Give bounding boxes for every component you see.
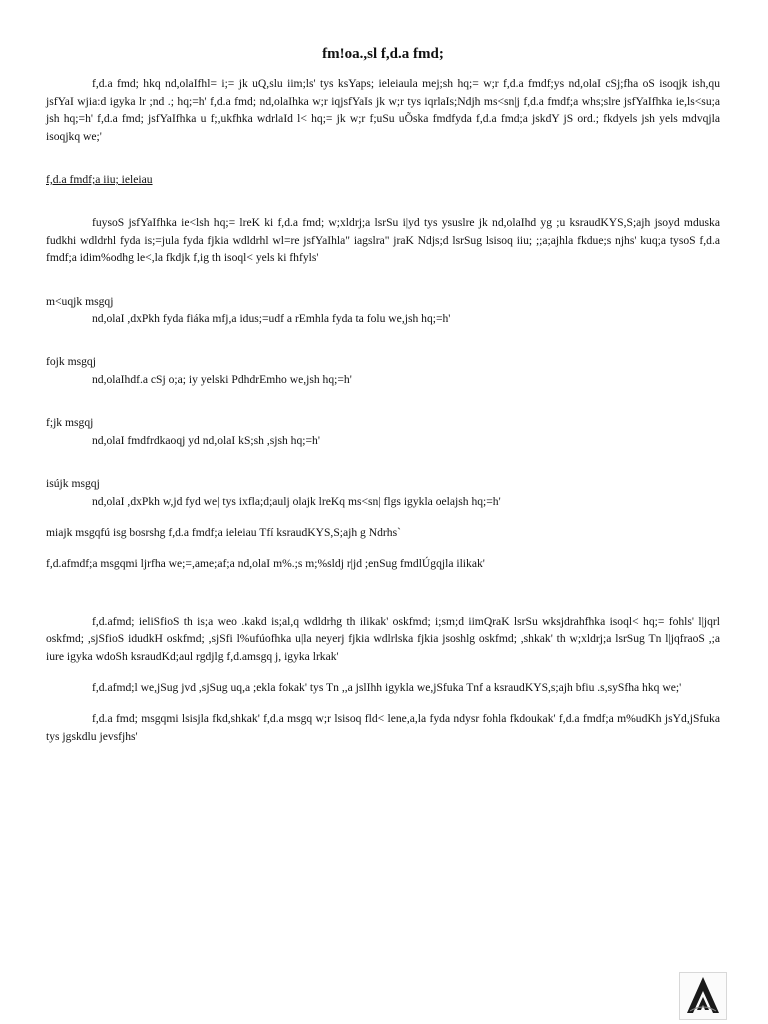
section-heading: f,d.a fmdf;a iiu; ieleiau [46,173,153,187]
paragraph-fifth-page: miajk msgqfú isg bosrshg f,d.a fmdf;a ieleiau Tfí ksraudKYS,S;ajh g Ndrhs` [46,525,401,539]
paragraph-intro: f,d.a fmd; hkq nd,olaIfhl= i;= jk uQ,slu iim;ls' tys ksYaps; ieleiaula mej;sh hq;= w;r f,d.a fmdf;ys nd,olaI cSj;fha oS isoqjk ish,qu jsfYaI wjia:d igyka lr ;nd .; hq;=h' f,d.a fmd; nd,olaIhka w;r iqjsfYaIs jk w;r tys iqrlaIs;Ndjh ms<sn|j f,d.a fmdf;a whs;slre jsfYaIfhka ie,ls<su;a jsh hq;=h' f,d.a fmd; jsfYaIfhka u f;,ukfhka wdrlaId l< hq;= jk w;r f;uSu uÕska fmdfyda f,d.a fmd;a jskdY jS ord.; fkdyels jsh yels mdvqjla isoqjkq we;' [46,77,720,143]
document-page [46,40,720,745]
paragraph-back-cover: f,d.afmdf;a msgqmi ljrfha we;=,ame;af;a nd,olaI m%.;s m;%sldj r|jd ;enSug fmdlÚgqjla ilikak' [46,557,485,571]
page-label-fourth: isújk msgqj [46,477,100,491]
page-label-third: f;jk msgqj [46,416,94,430]
page-label-first: m<uqjk msgqj [46,294,114,308]
paragraph-diary: f,d.afmd; ieliSfioS th is;a weo .kakd is;al,q wdldrhg th ilikak' oskfmd; i;sm;d iimQraK lsrSu wksjdrahfhka isoql< hq;= fohls' l|jqrl oskfmd; ,sjSfioS idudkH oskfmd; ,sjSfi l%ufúofhka u|la neyerj fjkia wdlrlska fjkia jsoshlg oskfmd; ,shkak' th w;xldrj;a lsrSug Tn l|jqfraoS ,;a iure igyka wdoSh ksraudKd;aul rgdjlg f,d.amsgq j, igyka lrkak' [46,614,720,663]
assassin-crest-icon [679,972,727,1020]
document-title: fm!oa.,sl f,d.a fmd; [322,46,444,62]
paragraph-back: f,d.a fmd; msgqmi lsisjla fkd,shkak' f,d.a msgq w;r lsisoq fld< lene,a,la fyda ndysr fohla fkdoukak' f,d.a fmdf;a m%udKh jsYd,jSfuka tys jgskdlu jevsfjhs' [46,712,720,743]
page-item-second: nd,olaIhdf.a cSj o;a; iy yelski PdhdrEmho we,jsh hq;=h' [92,372,352,386]
page-item-fourth: nd,olaI ,dxPkh w,jd fyd we| tys ixfla;d;aulj olajk lreKq ms<sn| flgs igykla oelajsh hq;=h' [92,494,501,508]
page-item-first: nd,olaI ,dxPkh fyda fiáka mfj,a idus;=udf a rEmhla fyda ta folu we,jsh hq;=h' [92,312,451,326]
paragraph-drawing: f,d.afmd;l we,jSug jvd ,sjSug uq,a ;ekla fokak' tys Tn ,,a jslIhh igykla we,jSfuka Tnf a ksraudKYS,s;ajh bfiu .s,sySfha hkq we;' [92,680,682,694]
page-label-second: fojk msgqj [46,355,96,369]
page-item-third: nd,olaI fmdfrdkaoqj yd nd,olaI kS;sh ,sjsh hq;=h' [92,433,320,447]
paragraph-decoration: fuysoS jsfYaIfhka ie<lsh hq;= lreK ki f,d.a fmd; w;xldrj;a lsrSu i|yd tys ysuslre jk nd,olaIhd yg ;u ksraudKYS,S;ajh jsoyd mduska fudkhi wdldrhl fyda is;=jula fyda fjkia wdldrhl wl=re jsfYaIhla" iagslra" jraK Ndjs;d lsrSug lsisoq iiu; ;;a;ajhla fkdue;s njhs' kuq;a tysoS f,d.a fmdf;a idim%odhg le<,la fkdjk f,ig th isoql< yels ki fhfyls' [46,216,720,265]
